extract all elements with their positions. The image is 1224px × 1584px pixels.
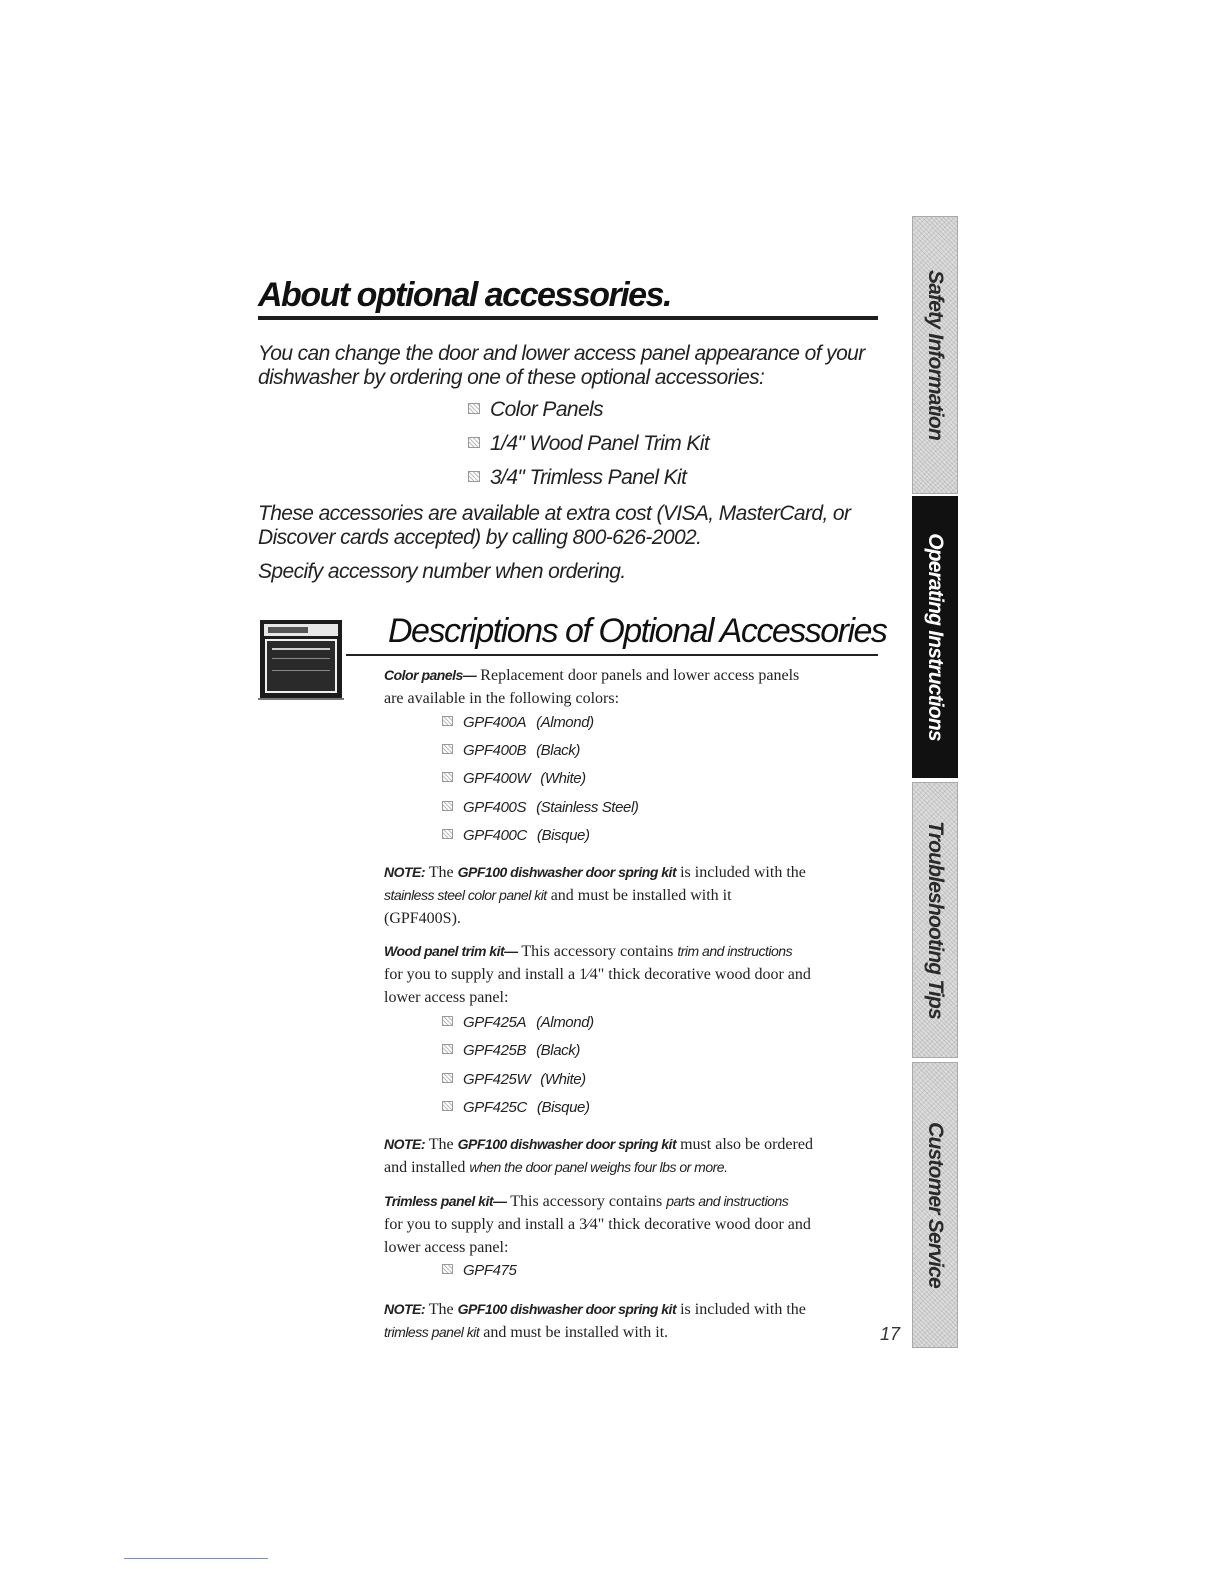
tab-label: Troubleshooting Tips <box>924 821 947 1019</box>
model-item: GPF400B (Black) <box>442 742 580 759</box>
section-rule <box>346 654 878 656</box>
model-item: GPF425W (White) <box>442 1071 586 1088</box>
checkbox-bullet-icon <box>442 744 453 754</box>
checkbox-bullet-icon <box>442 829 453 839</box>
tab-label: Operating Instructions <box>924 533 947 741</box>
section-title: Descriptions of Optional Accessories <box>388 612 887 650</box>
intro-text-line: You can change the door and lower access panel appearance of your <box>258 342 865 365</box>
checkbox-bullet-icon <box>442 1264 453 1274</box>
tab-troubleshooting-tips[interactable] <box>912 782 958 1058</box>
accessory-bullet: Color Panels <box>468 398 603 422</box>
tab-customer-service[interactable] <box>912 1062 958 1348</box>
availability-text: These accessories are available at extra cost (VISA, MasterCard, or <box>258 502 851 525</box>
model-item: GPF475 <box>442 1262 516 1279</box>
specify-text: Specify accessory number when ordering. <box>258 560 626 583</box>
checkbox-bullet-icon <box>442 1101 453 1111</box>
intro-text-line: dishwasher by ordering one of these optional accessories: <box>258 366 765 389</box>
checkbox-bullet-icon <box>442 1073 453 1083</box>
checkbox-bullet-icon <box>442 801 453 811</box>
model-item: GPF425B (Black) <box>442 1042 580 1059</box>
dishwasher-icon <box>254 614 346 706</box>
color-panels-description: Color panels— Replacement door panels and lower access panels are available in the following colors: <box>384 667 800 707</box>
tab-label: Safety Information <box>924 270 947 440</box>
note-text: NOTE: The GPF100 dishwasher door spring kit is included with the trimless panel kit and must be installed with it. <box>384 1301 806 1341</box>
model-item: GPF400S (Stainless Steel) <box>442 799 639 816</box>
tab-operating-instructions[interactable] <box>912 496 958 778</box>
accessory-bullet: 3/4" Trimless Panel Kit <box>468 466 686 490</box>
note-text: NOTE: The GPF100 dishwasher door spring kit is included with the stainless steel color panel kit and must be installed with it (GPF400S). <box>384 864 806 927</box>
model-item: GPF400A (Almond) <box>442 714 594 731</box>
checkbox-bullet-icon <box>442 1044 453 1054</box>
note-text: NOTE: The GPF100 dishwasher door spring kit must also be ordered and installed when the door panel weighs four lbs or more. <box>384 1136 813 1176</box>
checkbox-bullet-icon <box>442 716 453 726</box>
model-item: GPF400W (White) <box>442 770 586 787</box>
model-item: GPF425C (Bisque) <box>442 1099 590 1116</box>
checkbox-bullet-icon <box>442 1016 453 1026</box>
checkbox-bullet-icon <box>442 772 453 782</box>
checkbox-bullet-icon <box>468 471 480 482</box>
model-item: GPF400C (Bisque) <box>442 827 590 844</box>
wood-panel-description: Wood panel trim kit— This accessory contains trim and instructions for you to supply and install a 1⁄4" thick decorative wood door and lower access panel: <box>384 943 811 1006</box>
checkbox-bullet-icon <box>468 437 480 448</box>
footer-line <box>124 1558 268 1559</box>
model-item: GPF425A (Almond) <box>442 1014 594 1031</box>
tab-label: Customer Service <box>924 1122 947 1288</box>
tab-safety-information[interactable] <box>912 216 958 494</box>
title-rule <box>258 316 878 320</box>
accessory-bullet: 1/4" Wood Panel Trim Kit <box>468 432 709 456</box>
checkbox-bullet-icon <box>468 403 480 414</box>
page-number: 17 <box>880 1324 901 1344</box>
availability-text: Discover cards accepted) by calling 800-626-2002. <box>258 526 702 549</box>
trimless-panel-description: Trimless panel kit— This accessory contains parts and instructions for you to supply and install a 3⁄4" thick decorative wood door and lower access panel: <box>384 1193 811 1256</box>
page-title: About optional accessories. <box>258 276 671 314</box>
